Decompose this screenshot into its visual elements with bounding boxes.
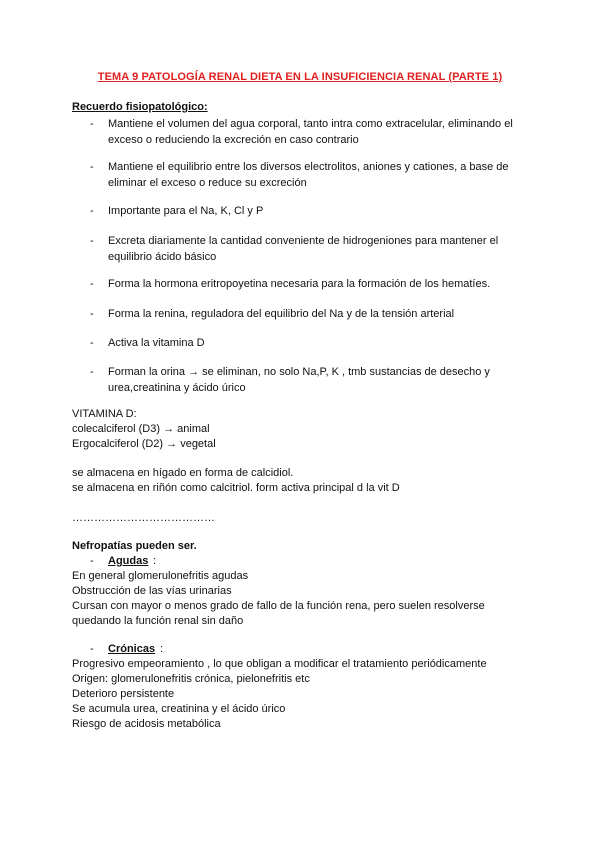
list-item-text: Importante para el Na, K, Cl y P bbox=[108, 205, 264, 217]
bullet-dash: - bbox=[90, 161, 94, 173]
bullet-dash: - bbox=[90, 366, 94, 378]
bullet-dash: - bbox=[90, 337, 94, 349]
nefropatias-heading: Nefropatías pueden ser. bbox=[72, 540, 197, 552]
agudas-line: En general glomerulonefritis agudas bbox=[72, 570, 249, 582]
list-item-text: Forma la hormona eritropoyetina necesaria para la formación de los hematíes. bbox=[108, 278, 491, 290]
list-item-text: Activa la vitamina D bbox=[108, 337, 205, 349]
bullet-dash: - bbox=[90, 643, 94, 655]
list-item-text: Mantiene el volumen del agua corporal, tanto intra como extracelular, eliminando el exceso o reduciendo la excreción en caso contrario bbox=[108, 118, 513, 146]
agudas-line: Cursan con mayor o menos grado de fallo de la función rena, pero suelen resolverse quedando la función renal sin daño bbox=[72, 600, 485, 627]
bullet-dash: - bbox=[90, 278, 94, 290]
cronicas-line: Origen: glomerulonefritis crónica, pielonefritis etc bbox=[72, 673, 310, 685]
storage-line: se almacena en riñón como calcitriol. form activa principal d la vit D bbox=[72, 482, 400, 494]
storage-line: se almacena en hígado en forma de calcidiol. bbox=[72, 467, 294, 479]
agudas-line: Obstrucción de las vías urinarias bbox=[72, 585, 232, 597]
recuerdo-heading: Recuerdo fisiopatológico: bbox=[72, 101, 208, 113]
bullet-dash: - bbox=[90, 118, 94, 130]
list-item-text: Excreta diariamente la cantidad conveniente de hidrogeniones para mantener el equilibrio ácido básico bbox=[108, 235, 499, 263]
vitamina-line: Ergocalciferol (D2) → vegetal bbox=[72, 438, 216, 450]
bullet-dash: - bbox=[90, 555, 94, 567]
cronicas-colon: : bbox=[160, 643, 164, 655]
cronicas-line: Progresivo empeoramiento , lo que obligan a modificar el tratamiento periódicamente bbox=[72, 658, 487, 670]
cronicas-label: Crónicas bbox=[108, 643, 156, 655]
cronicas-line: Se acumula urea, creatinina y el ácido úrico bbox=[72, 703, 286, 715]
vitamina-heading: VITAMINA D: bbox=[72, 408, 137, 420]
bullet-dash: - bbox=[90, 235, 94, 247]
separator: ………………………………… bbox=[72, 512, 215, 524]
list-item-text: Mantiene el equilibrio entre los diversos electrolitos, aniones y cationes, a base de eliminar el exceso o reduce su excreción bbox=[108, 161, 509, 189]
bullet-dash: - bbox=[90, 205, 94, 217]
list-item-text: Forma la renina, reguladora del equilibrio del Na y de la tensión arterial bbox=[108, 308, 455, 320]
list-item-text: Forman la orina → se eliminan, no solo Na,P, K , tmb sustancias de desecho y urea,creatinina y ácido úrico bbox=[108, 366, 490, 394]
agudas-colon: : bbox=[153, 555, 157, 567]
cronicas-line: Deterioro persistente bbox=[72, 688, 175, 700]
document-title: TEMA 9 PATOLOGÍA RENAL DIETA EN LA INSUFICIENCIA RENAL (PARTE 1) bbox=[97, 71, 503, 83]
cronicas-line: Riesgo de acidosis metabólica bbox=[72, 718, 221, 730]
agudas-label: Agudas bbox=[108, 555, 149, 567]
vitamina-line: colecalciferol (D3) → animal bbox=[72, 423, 210, 435]
bullet-dash: - bbox=[90, 308, 94, 320]
